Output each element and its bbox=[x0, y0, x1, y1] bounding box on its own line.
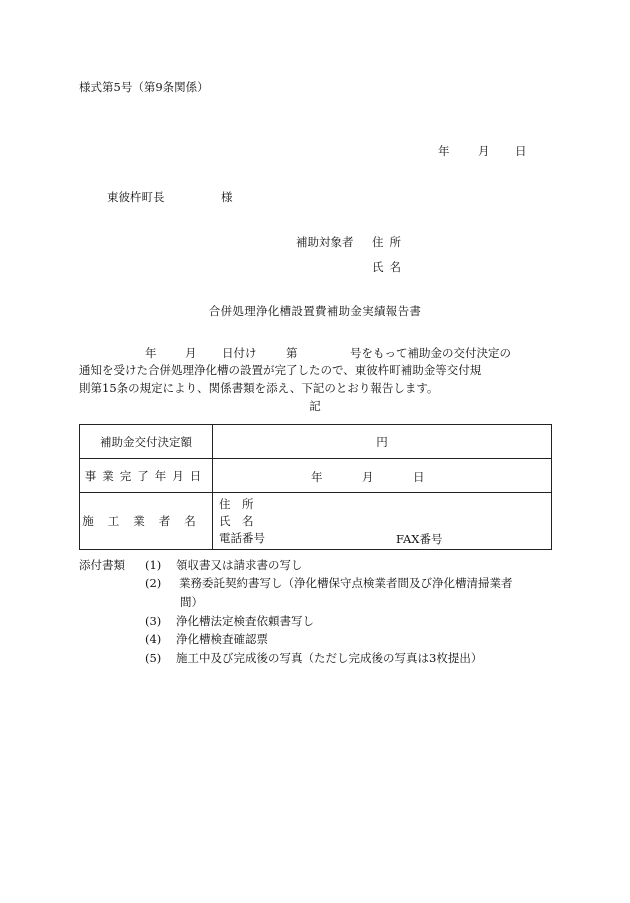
attachment-text-continued: 間） bbox=[180, 595, 203, 609]
applicant-name-label: 氏名 bbox=[372, 260, 407, 274]
attachment-number: (5) bbox=[145, 651, 162, 665]
attachment-text: 施工中及び完成後の写真（ただし完成後の写真は3枚提出） bbox=[176, 651, 483, 665]
attachment-number: (3) bbox=[145, 614, 162, 628]
table-row bbox=[80, 425, 552, 459]
completion-month-label: 月 bbox=[362, 470, 374, 484]
applicant-role: 補助対象者 bbox=[296, 235, 354, 249]
attachment-number: (1) bbox=[145, 558, 162, 572]
contractor-address-label: 住 所 bbox=[219, 496, 254, 511]
attachment-text: 浄化槽検査確認票 bbox=[176, 632, 268, 646]
yen-unit: 円 bbox=[376, 434, 388, 449]
attachment-number: (4) bbox=[145, 632, 162, 646]
attachment-text: 領収書又は請求書の写し bbox=[176, 558, 303, 572]
attachment-number: (2) bbox=[145, 576, 162, 590]
completion-day-label: 日 bbox=[413, 470, 425, 484]
contractor-label: 施工業者名 bbox=[80, 493, 213, 550]
date-year-label: 年 bbox=[438, 144, 450, 158]
attachment-text: 浄化槽法定検査依頼書写し bbox=[176, 614, 314, 628]
subsidy-amount-label: 補助金交付決定額 bbox=[80, 425, 213, 459]
body-year-label: 年 bbox=[145, 346, 157, 360]
table-row bbox=[80, 493, 552, 550]
contractor-name-label: 氏 名 bbox=[219, 513, 254, 528]
body-line-3: 則第15条の規定により、関係書類を添え、下記のとおり報告します。 bbox=[79, 381, 439, 395]
completion-year-label: 年 bbox=[311, 470, 323, 484]
body-line1-rest: 号をもって補助金の交付決定の bbox=[350, 346, 511, 360]
subsidy-amount-value bbox=[213, 425, 552, 459]
body-day-label: 日付け bbox=[222, 346, 257, 360]
applicant-address-label: 住所 bbox=[372, 235, 407, 249]
honorific: 様 bbox=[221, 190, 233, 204]
ki-mark: 記 bbox=[309, 399, 321, 413]
table-row bbox=[80, 459, 552, 493]
list-item-continuation bbox=[180, 597, 203, 609]
addressee: 東彼杵町長 bbox=[107, 190, 165, 204]
date-month-label: 月 bbox=[478, 144, 490, 158]
body-month-label: 月 bbox=[185, 346, 197, 360]
completion-date-value bbox=[213, 459, 552, 493]
attachment-text: 業務委託契約書写し（浄化槽保守点検業者間及び浄化槽清掃業者 bbox=[179, 576, 513, 590]
date-day-label: 日 bbox=[515, 144, 527, 158]
form-number: 様式第5号（第9条関係） bbox=[79, 80, 209, 94]
completion-date-label: 事業完了年月日 bbox=[80, 459, 213, 493]
attachments-heading: 添付書類 bbox=[79, 558, 125, 572]
contractor-phone-label: 電話番号 bbox=[219, 530, 265, 545]
body-line-2: 通知を受けた合併処理浄化槽の設置が完了したので、東彼杵町補助金等交付規 bbox=[79, 363, 482, 377]
body-dai-label: 第 bbox=[286, 346, 298, 360]
contractor-fax-label: FAX番号 bbox=[396, 532, 443, 546]
contractor-details bbox=[213, 493, 552, 550]
document-title: 合併処理浄化槽設置費補助金実績報告書 bbox=[208, 304, 422, 318]
report-table bbox=[79, 424, 552, 550]
